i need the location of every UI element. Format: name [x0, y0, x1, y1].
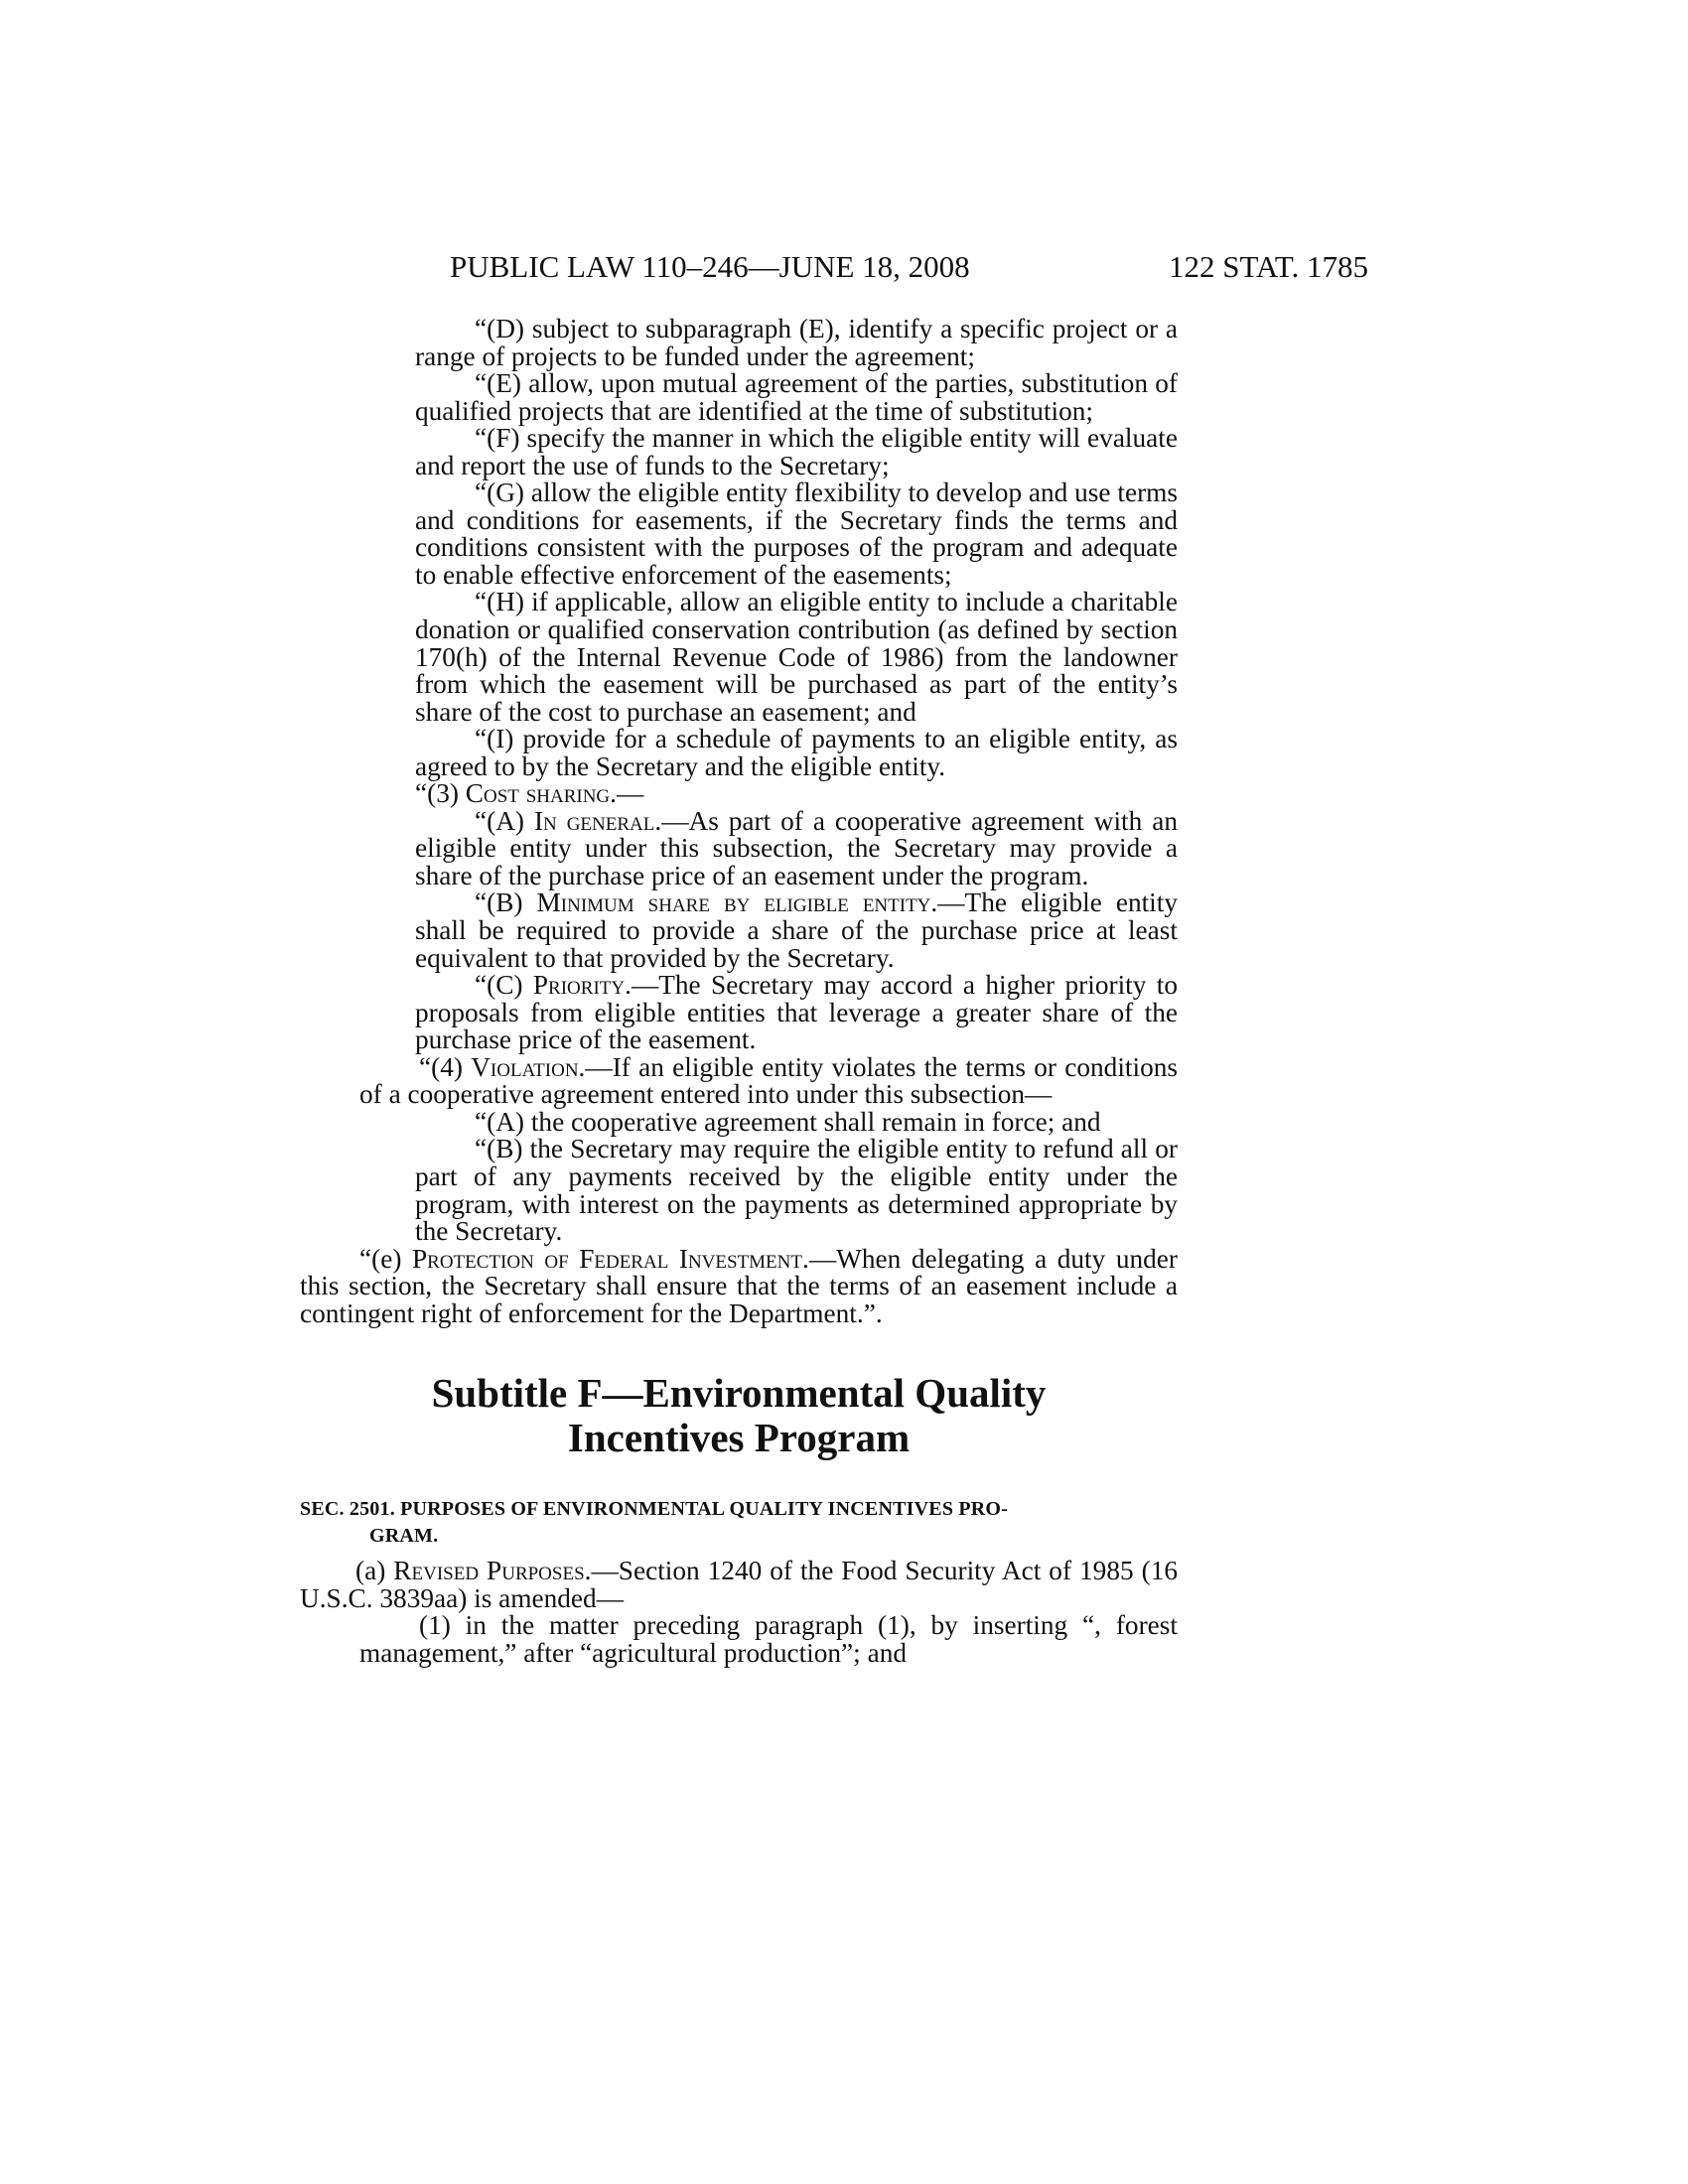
revised-purposes-prefix: (a) [355, 1556, 394, 1586]
paragraph-revised-purposes [300, 1558, 1178, 1612]
section-heading-line-1: SEC. 2501. PURPOSES OF ENVIRONMENTAL QUALITY INCENTIVES PRO- [300, 1498, 1009, 1521]
header-title: PUBLIC LAW 110–246—JUNE 18, 2008 [450, 249, 970, 284]
subtitle-line-2: Incentives Program [567, 1415, 911, 1461]
revised-purposes-body: —Section 1240 of the Food Security Act of 1985 (16 U.S.C. 3839aa) is amended— [300, 1556, 1178, 1613]
paragraph-cost-sharing-a [300, 805, 1178, 890]
paragraph-cost-sharing [300, 780, 1178, 808]
protection-prefix: “(e) [359, 1243, 412, 1274]
paragraph-violation-b: “(B) the Secretary may require the eligible entity to refund all or part of any payments received by the eligible entity under the program, with interest on the payments as determined appropriate by the Secretary. [415, 1134, 1178, 1247]
cost-sharing-c-heading: Priority. [532, 970, 632, 1001]
cost-sharing-suffix: — [616, 778, 644, 809]
paragraph-i: “(I) provide for a schedule of payments to an eligible entity, as agreed to by the Secretary and the eligible entity. [415, 724, 1178, 781]
violation-heading: Violation. [471, 1051, 586, 1082]
paragraph-e: “(E) allow, upon mutual agreement of the parties, substitution of qualified projects that are identified at the time of substitution; [415, 368, 1178, 426]
cost-sharing-b-heading: Minimum share by eligible entity. [536, 887, 938, 918]
section-heading [300, 1496, 1178, 1550]
paragraph-protection [300, 1243, 1178, 1328]
header-stat-page: 122 STAT. 1785 [1168, 249, 1368, 284]
body-text [300, 316, 1178, 1667]
paragraph-item-1: (1) in the matter preceding paragraph (1), by inserting “, forest management,” after “agricultural production”; and [359, 1610, 1178, 1668]
paragraph-h: “(H) if applicable, allow an eligible entity to include a charitable donation or qualified conservation contribution (as defined by section 170(h) of the Internal Revenue Code of 1986) from the landowner from which the easement will be purchased as part of the entity’s share of the cost to purchase an easement; and [415, 587, 1178, 727]
paragraph-g: “(G) allow the eligible entity flexibility to develop and use terms and conditions for easements, if the Secretary finds the terms and conditions consistent with the purposes of the program and adequate to enable effective enforcement of the easements; [415, 478, 1179, 590]
protection-heading: Protection of Federal Investment. [411, 1243, 809, 1274]
violation-body: —If an eligible entity violates the terms or conditions of a cooperative agreement entered into under this subsection— [359, 1051, 1178, 1110]
cost-sharing-c-body: —The Secretary may accord a higher priority to proposals from eligible entities that leverage a greater share of the purchase price of the easement. [415, 970, 1178, 1055]
violation-prefix: “(4) [419, 1051, 472, 1082]
section-heading-line-2: GRAM. [369, 1525, 439, 1548]
cost-sharing-heading: Cost sharing. [465, 778, 617, 809]
cost-sharing-b-body: —The eligible entity shall be required to provide a share of the purchase price at least equivalent to that provided by the Secretary. [415, 887, 1178, 973]
subtitle-line-1: Subtitle F—Environmental Quality [431, 1370, 1047, 1417]
paragraph-violation [300, 1051, 1178, 1110]
paragraph-cost-sharing-b [300, 889, 1178, 972]
subtitle-heading [300, 1371, 1178, 1460]
paragraph-d: “(D) subject to subparagraph (E), identify a specific project or a range of projects to be funded under the agreement; [415, 314, 1178, 371]
cost-sharing-a-body: —As part of a cooperative agreement with an eligible entity under this subsection, the Secretary may provide a share of the purchase price of an easement under the program. [415, 805, 1178, 890]
revised-purposes-heading: Revised Purposes. [393, 1556, 592, 1586]
cost-sharing-a-prefix: “(A) [475, 805, 534, 836]
cost-sharing-c-prefix: “(C) [475, 970, 533, 1001]
cost-sharing-a-heading: In general. [533, 805, 662, 836]
paragraph-cost-sharing-c [300, 972, 1178, 1054]
protection-body: —When delegating a duty under this section, the Secretary shall ensure that the terms of an easement include a contingent right of enforcement for the Department.”. [300, 1243, 1178, 1328]
cost-sharing-b-prefix: “(B) [475, 887, 537, 918]
cost-sharing-prefix: “(3) [415, 778, 466, 809]
paragraph-violation-a: “(A) the cooperative agreement shall remain in force; and [475, 1106, 1101, 1137]
paragraph-f: “(F) specify the manner in which the eligible entity will evaluate and report the use of funds to the Secretary; [415, 423, 1178, 480]
running-header [0, 244, 1688, 290]
